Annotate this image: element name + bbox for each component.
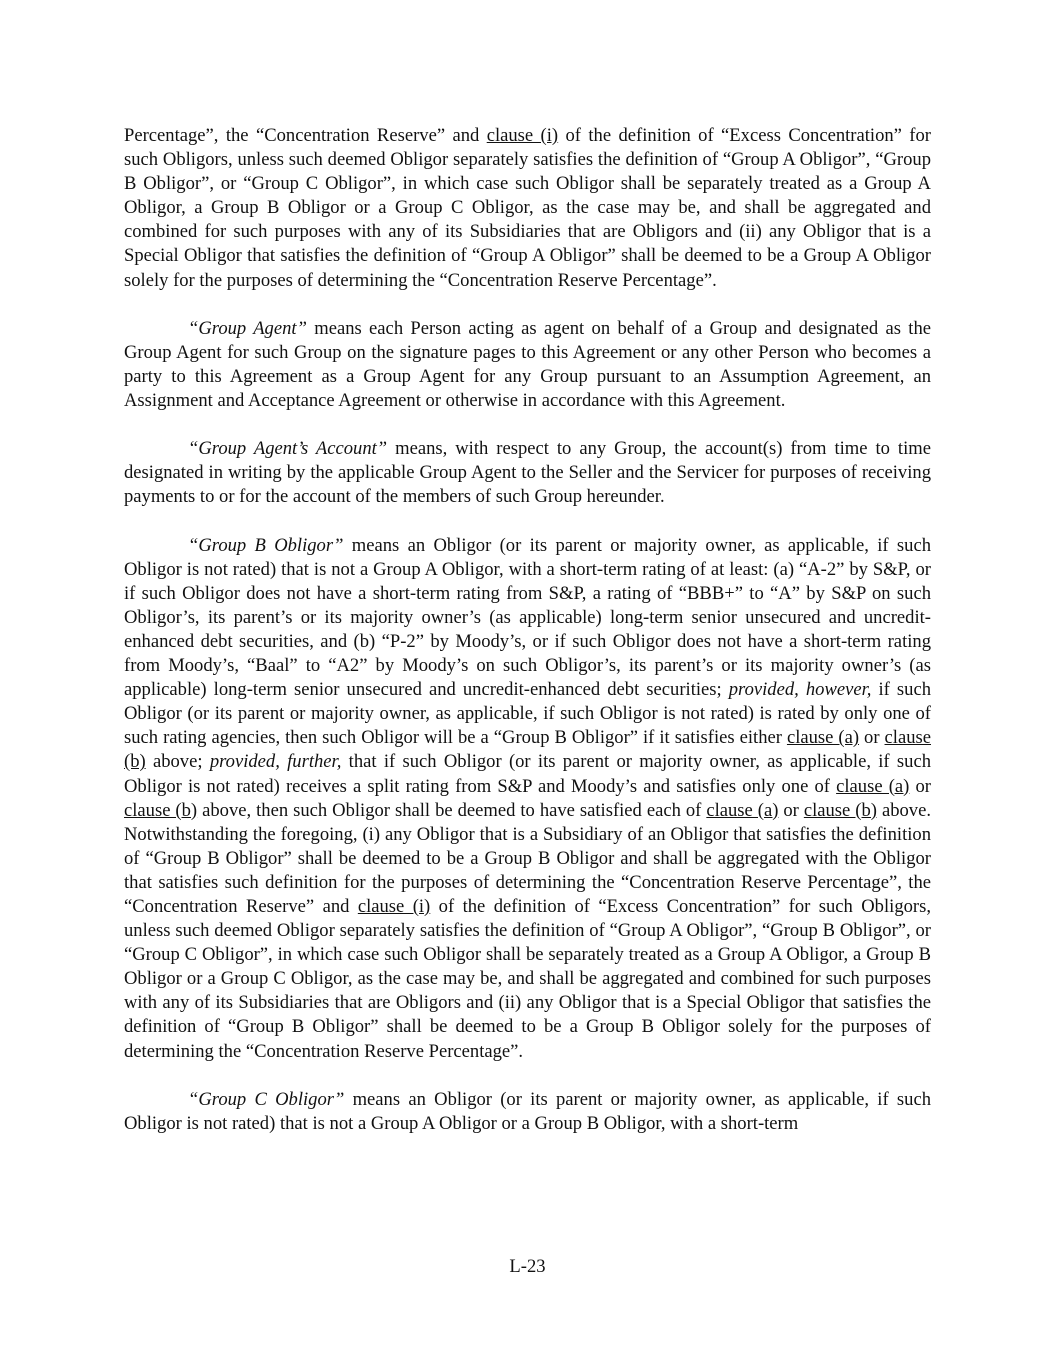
text-run: that if such Obligor (or its parent or majority owner, as applicable, if such Obligor is not rated) receives a split rating from S&P and Moody’s and satisfies only one of — [124, 751, 931, 797]
definition-group-c-obligor — [124, 1088, 931, 1136]
text-run: of the definition of “Excess Concentration” for such Obligors, unless such deemed Obligor separately satisfies the definition of “Group A Obligor”, “Group B Obligor”, or “Group C Obligor”, in which case such Obligor shall be separately treated as a Group A Obligor, a Group B Obligor or a Group C Obligor, as the case may be, and shall be aggregated and combined for such purposes with any of its Subsidiaries that are Obligors and (ii) any Obligor that is a Special Obligor that satisfies the definition of “Group A Obligor” shall be deemed to be a Group A Obligor solely for the purposes of determining the “Concentration Reserve Percentage”. — [124, 125, 931, 291]
defined-term: “Group Agent’s Account” — [188, 438, 388, 460]
clause-reference: clause (b) — [124, 727, 931, 773]
clause-reference: clause (a) — [786, 727, 860, 749]
definition-group-agent — [124, 317, 931, 413]
defined-term: “Group B Obligor” — [188, 534, 344, 556]
text-run: above, then such Obligor shall be deemed to have satisfied each of — [197, 799, 707, 821]
clause-reference: clause (a) — [706, 799, 779, 821]
text-run: or — [909, 775, 931, 797]
definition-text: means an Obligor (or its parent or majority owner, as applicable, if such Obligor is not rated) that is not a Group A Obligor or a Group B Obligor, with a short-term — [124, 1088, 931, 1134]
defined-term: “Group C Obligor” — [188, 1088, 345, 1110]
clause-reference: clause (a) — [836, 775, 910, 797]
proviso-italic: provided, however, — [728, 679, 872, 701]
text-run: means an Obligor (or its parent or majority owner, as applicable, if such Obligor is not rated) that is not a Group A Obligor, with a short-term rating of at least: (a) “A-2” by S&P, or if such Obligor does not have a short-term rating from S&P, a rating of “BBB+” to “A” by S&P on such Obligor’s, its parent’s or its majority owner’s (as applicable) long-term senior unsecured and uncredit-enhanced debt securities, and (b) “P-2” by Moody’s, or if such Obligor does not have a short-term rating from Moody’s, “Baal” to “A2” by Moody’s on such Obligor’s, its parent’s or its majority owner’s (as applicable) long-term senior unsecured and uncredit-enhanced debt securities; — [124, 534, 931, 701]
definition-text: means each Person acting as agent on behalf of a Group and designated as the Group Agent for such Group on the signature pages to this Agreement or any other Person who becomes a party to this Agreement as a Group Agent for any Group pursuant to an Assumption Agreement, an Assignment and Acceptance Agreement or otherwise in accordance with this Agreement. — [124, 317, 931, 412]
defined-term: “Group Agent” — [188, 317, 307, 339]
text-run: above; — [145, 751, 210, 773]
document-body — [124, 124, 931, 1160]
proviso-italic: provided, further, — [209, 751, 342, 773]
text-run: above. Notwithstanding the foregoing, (i) any Obligor that is a Subsidiary of an Obligor that satisfies the definition of “Group B Obligor” shall be deemed to be a Group B Obligor and shall be aggregated with the Obligor that satisfies such definition for the purposes of determining the “Concentration Reserve Percentage”, the “Concentration Reserve” and — [124, 799, 931, 917]
text-run: or — [859, 727, 885, 749]
text-run: Percentage”, the “Concentration Reserve” and — [124, 125, 487, 146]
clause-reference: clause (i) — [357, 896, 431, 917]
definition-text: means, with respect to any Group, the account(s) from time to time designated in writing by the applicable Group Agent to the Seller and the Servicer for purposes of receiving payments to or for the account of the members of such Group hereunder. — [124, 438, 931, 508]
clause-reference: clause (b) — [124, 799, 198, 821]
text-run: of the definition of “Excess Concentration” for such Obligors, unless such deemed Obligor separately satisfies the definition of “Group A Obligor”, “Group B Obligor”, or “Group C Obligor”, in which case such Obligor shall be separately treated as a Group A Obligor, a Group B Obligor or a Group C Obligor, as the case may be, and shall be aggregated and combined for such purposes with any of its Subsidiaries that are Obligors and (ii) any Obligor that is a Special Obligor that satisfies the definition of “Group B Obligor” shall be deemed to be a Group B Obligor solely for the purposes of determining the “Concentration Reserve Percentage”. — [124, 896, 931, 1062]
text-run: if such Obligor (or its parent or majority owner, as applicable, if such Obligor is not rated) is rated by only one of such rating agencies, then such Obligor will be a “Group B Obligor” if it satisfies either — [124, 679, 931, 749]
definition-group-b-obligor — [124, 534, 931, 1064]
clause-reference: clause (b) — [803, 799, 877, 821]
definition-group-agents-account — [124, 437, 931, 509]
paragraph-group-a-continuation — [124, 124, 931, 293]
text-run: or — [778, 799, 804, 821]
clause-reference: clause (i) — [486, 125, 559, 146]
page-number: L-23 — [509, 1256, 546, 1277]
